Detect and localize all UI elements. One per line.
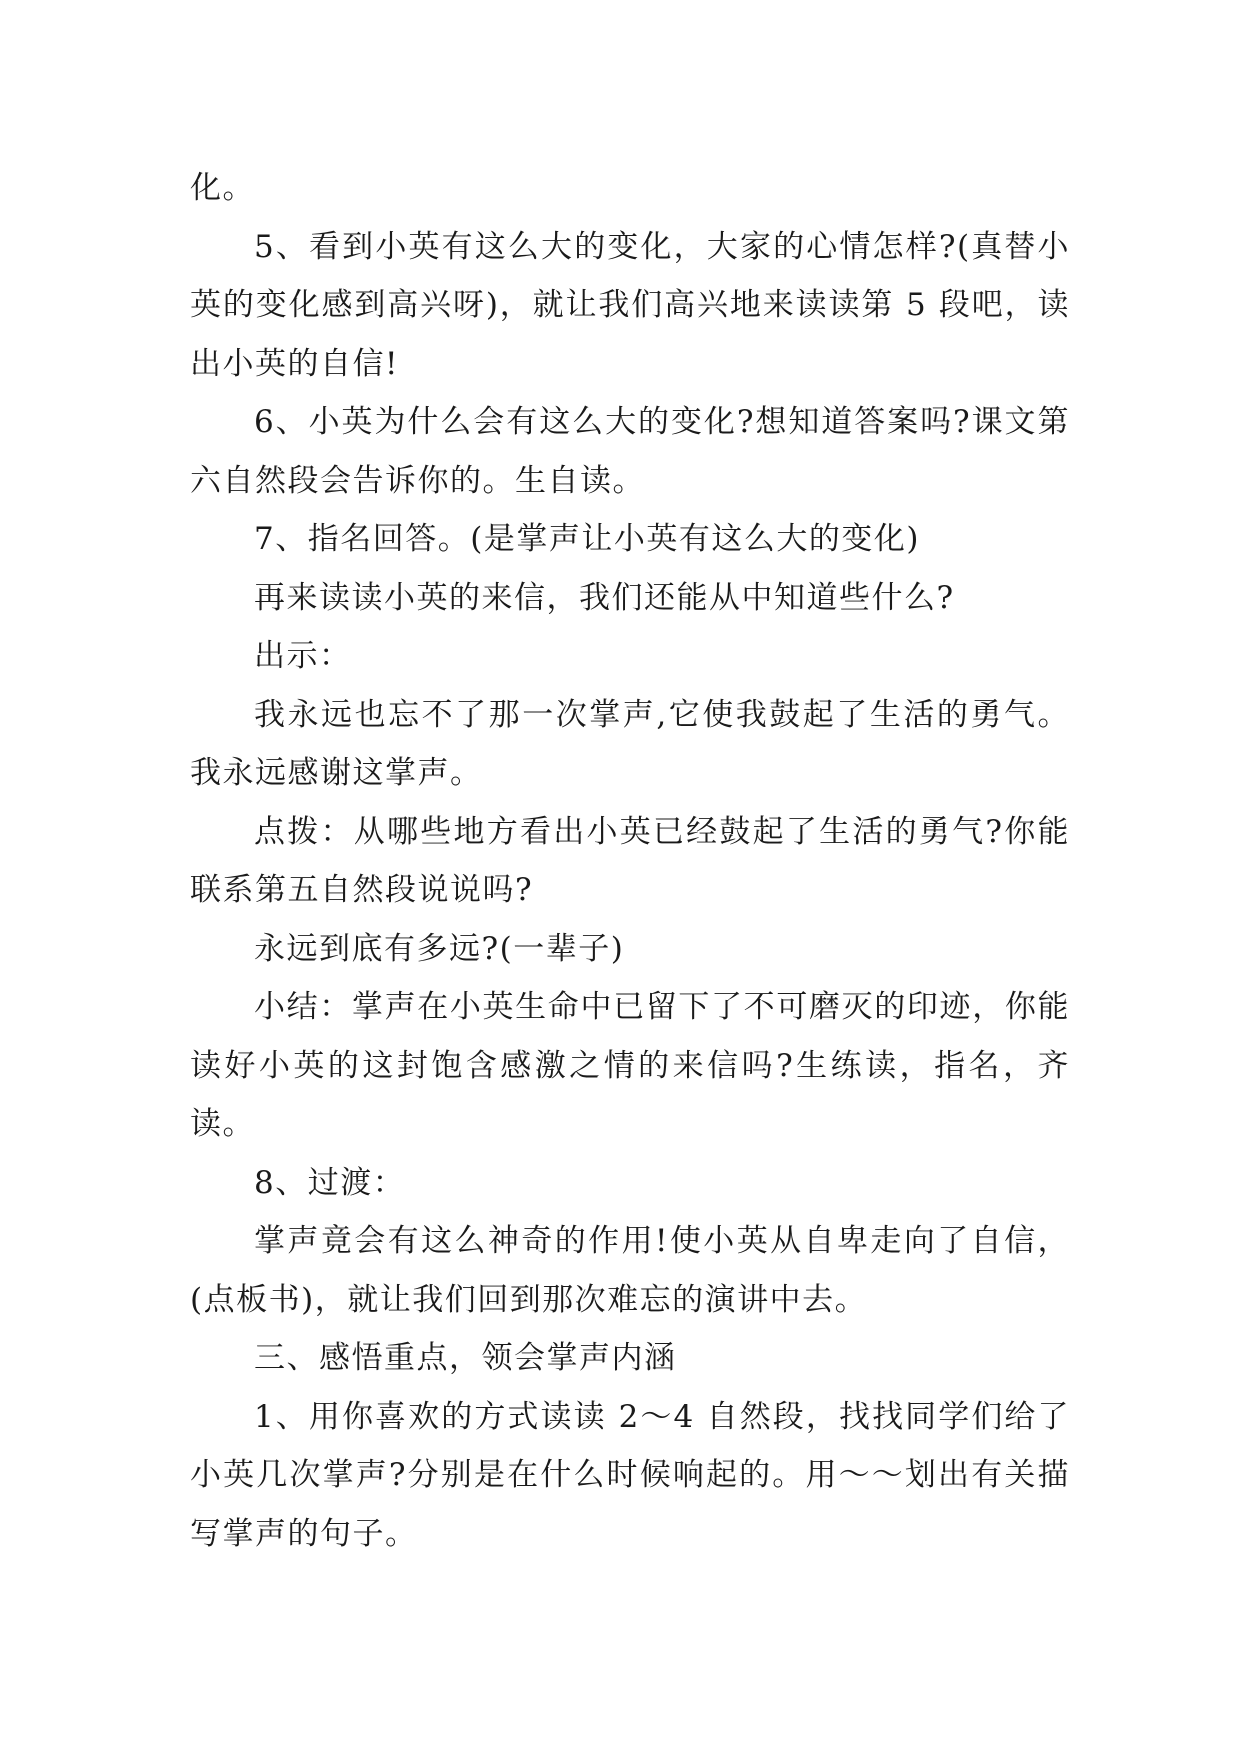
paragraph-show: 出示： <box>254 638 352 674</box>
paragraph-question: 永远到底有多远?(一辈子) <box>254 930 625 967</box>
document-body <box>190 159 1070 1563</box>
paragraph-step-8: 8、过渡： <box>254 1164 406 1201</box>
section-heading-3: 三、感悟重点，领会掌声内涵 <box>254 1340 677 1376</box>
paragraph-continuation: 化。 <box>190 170 255 206</box>
paragraph-transition: 掌声竟会有这么神奇的作用!使小英从自卑走向了自信，(点板书)，就让我们回到那次难忘的演讲中去。 <box>190 1223 1070 1318</box>
paragraph-reread-letter: 再来读读小英的来信，我们还能从中知道些什么? <box>254 579 955 616</box>
paragraph-step-5: 5、看到小英有这么大的变化，大家的心情怎样?(真替小英的变化感到高兴呀)，就让我们高兴地来读读第 5 段吧，读出小英的自信! <box>190 228 1070 382</box>
paragraph-guidance: 点拨：从哪些地方看出小英已经鼓起了生活的勇气?你能联系第五自然段说说吗? <box>190 813 1070 908</box>
paragraph-quote: 我永远也忘不了那一次掌声,它使我鼓起了生活的勇气。我永远感谢这掌声。 <box>190 696 1070 791</box>
paragraph-summary: 小结：掌声在小英生命中已留下了不可磨灭的印迹，你能读好小英的这封饱含感激之情的来信吗?生练读，指名，齐读。 <box>190 989 1070 1142</box>
paragraph-step-7: 7、指名回答。(是掌声让小英有这么大的变化) <box>254 521 920 557</box>
paragraph-step-1: 1、用你喜欢的方式读读 2～4 自然段，找找同学们给了小英几次掌声?分别是在什么时候响起的。用～～划出有关描写掌声的句子。 <box>190 1398 1070 1552</box>
paragraph-step-6: 6、小英为什么会有这么大的变化?想知道答案吗?课文第六自然段会告诉你的。生自读。 <box>190 404 1070 499</box>
